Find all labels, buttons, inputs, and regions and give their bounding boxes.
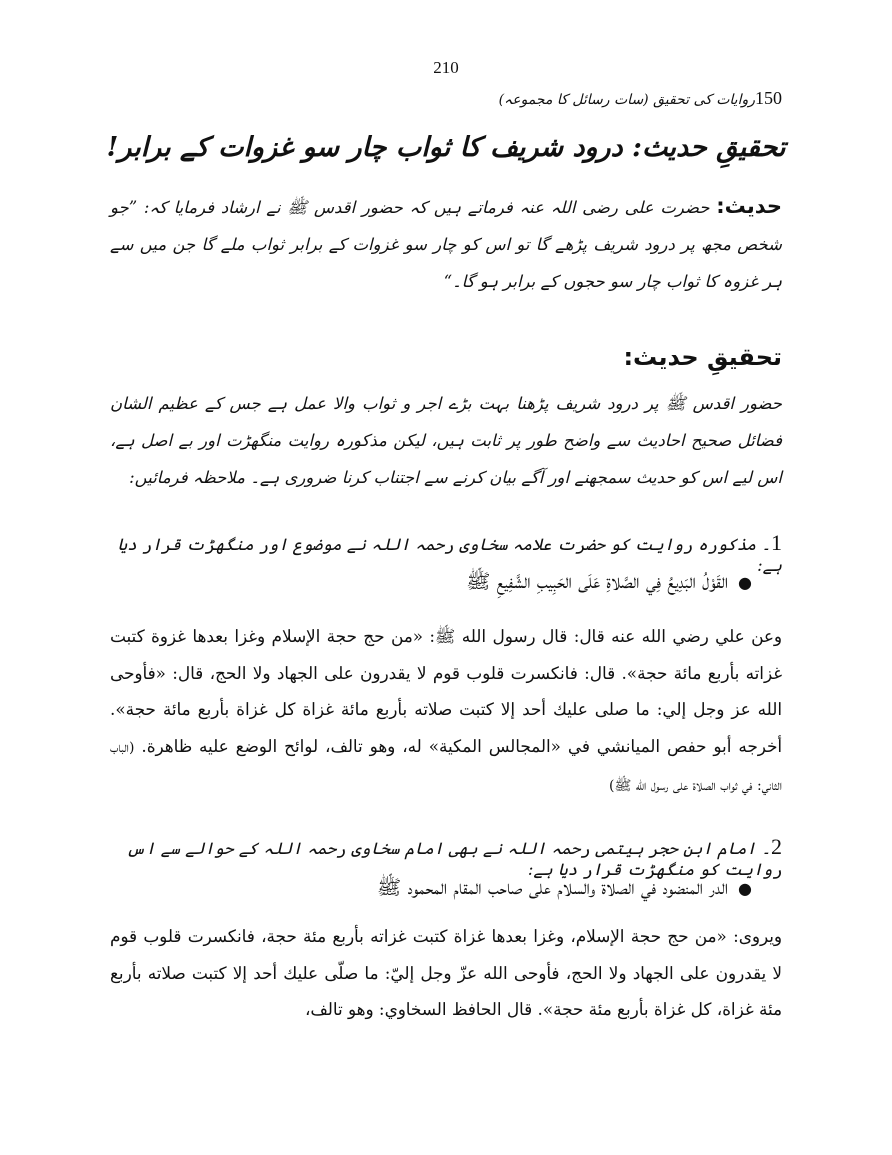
page-title: تحقیقِ حدیث: درود شریف کا ثواب چار سو غزوات کے برابر! xyxy=(106,132,786,163)
item-1-source: (الباب الثاني: في ثواب الصلاة على رسول الله ﷺ) xyxy=(110,739,782,794)
item-2-book-title xyxy=(112,875,752,904)
item-2-text: ۔ امام ابن حجر ہیتمی رحمہ اللہ نے بھی امام سخاوی رحمہ اللہ کے حوالے سے اس روایت کو منگھڑت قرار دیا ہے: xyxy=(126,839,782,879)
running-header xyxy=(499,88,782,109)
item-1-number: 1 xyxy=(771,530,782,555)
item-2-intro xyxy=(110,834,782,879)
item-1-arabic-quote xyxy=(110,618,782,805)
item-2-arabic-quote: ويروى: «من حج حجة الإسلام، وغزا بعدها غزاة كتبت غزاته بأربع مئة حجة، فانكسرت قلوب قوم لا يقدرون على الجهاد ولا الحج، فأوحى الله عزّ وجل إليّ: ما صلّى عليك أحد إلا كتبت صلاته بأربع مئة غزاة، كل غزاة بأربع مئة حجة». قال الحافظ السخاوي: وهو تالف، xyxy=(110,926,782,1019)
item-1-book-title xyxy=(112,569,752,598)
item-1-book-name: القَوْلُ البَدِيعُ فِي الصَّلاةِ عَلَى الحَبِيبِ الشَّفِيعِ ﷺ xyxy=(466,569,729,593)
hadith-paragraph xyxy=(110,188,782,300)
hadith-text: حضرت علی رضی اللہ عنہ فرماتے ہیں کہ حضور اقدس ﷺ نے ارشاد فرمایا کہ: ”جو شخص مجھ پر درود شریف پڑھے گا تو اس کو چار سو غزوات کے برابر ثواب ملے گا جن میں سے ہر غزوہ کا ثواب چار سو حجوں کے برابر ہو گا۔“ xyxy=(110,198,782,291)
running-header-text: روایات کی تحقیق (سات رسائل کا مجموعہ) xyxy=(498,92,755,108)
bullet-icon: ● xyxy=(738,879,752,898)
item-2-number: 2 xyxy=(771,834,782,859)
item-1-text: ۔ مذکورہ روایت کو حضرت علامہ سخاوی رحمہ اللہ نے موضوع اور منگھڑت قرار دیا ہے: xyxy=(117,535,782,575)
item-2-book-name: الدر المنضود في الصلاة والسلام على صاحب المقام المحمود ﷺ xyxy=(377,875,729,899)
item-1-quote-text: وعن علي رضي الله عنه قال: قال رسول الله ﷺ: «من حج حجة الإسلام وغزا بعدها غزوة كتبت غزاته بأربع مائة حجة». قال: فانكسرت قلوب قوم لا يقدرون على الجهاد ولا الحج، قال: «فأوحى الله عز وجل إلي: ما صلى عليك أحد إلا كتبت صلاته بأربع مائة غزاة كل غزاة بأربع مائة حجة». أخرجه أبو حفص الميانشي في «المجالس المكية» له، وهو تالف، لوائح الوضع عليه ظاهرة. xyxy=(110,626,782,756)
hadith-label: حدیث: xyxy=(716,194,782,218)
page-number: 210 xyxy=(433,58,459,77)
running-header-number: 150 xyxy=(755,88,782,108)
bullet-icon: ● xyxy=(738,573,752,592)
tahqeeq-paragraph: حضور اقدس ﷺ پر درود شریف پڑھنا بہت بڑے اجر و ثواب والا عمل ہے جس کے عظیم الشان فضائل صحیح احادیث سے واضح طور پر ثابت ہیں، لیکن مذکورہ روایت منگھڑت اور بے اصل ہے، اس لیے اس کو حدیث سمجھنے اور آگے بیان کرنے سے اجتناب کرنا ضروری ہے۔ ملاحظہ فرمائیں: xyxy=(110,394,782,487)
tahqeeq-heading: تحقیقِ حدیث: xyxy=(623,343,782,371)
